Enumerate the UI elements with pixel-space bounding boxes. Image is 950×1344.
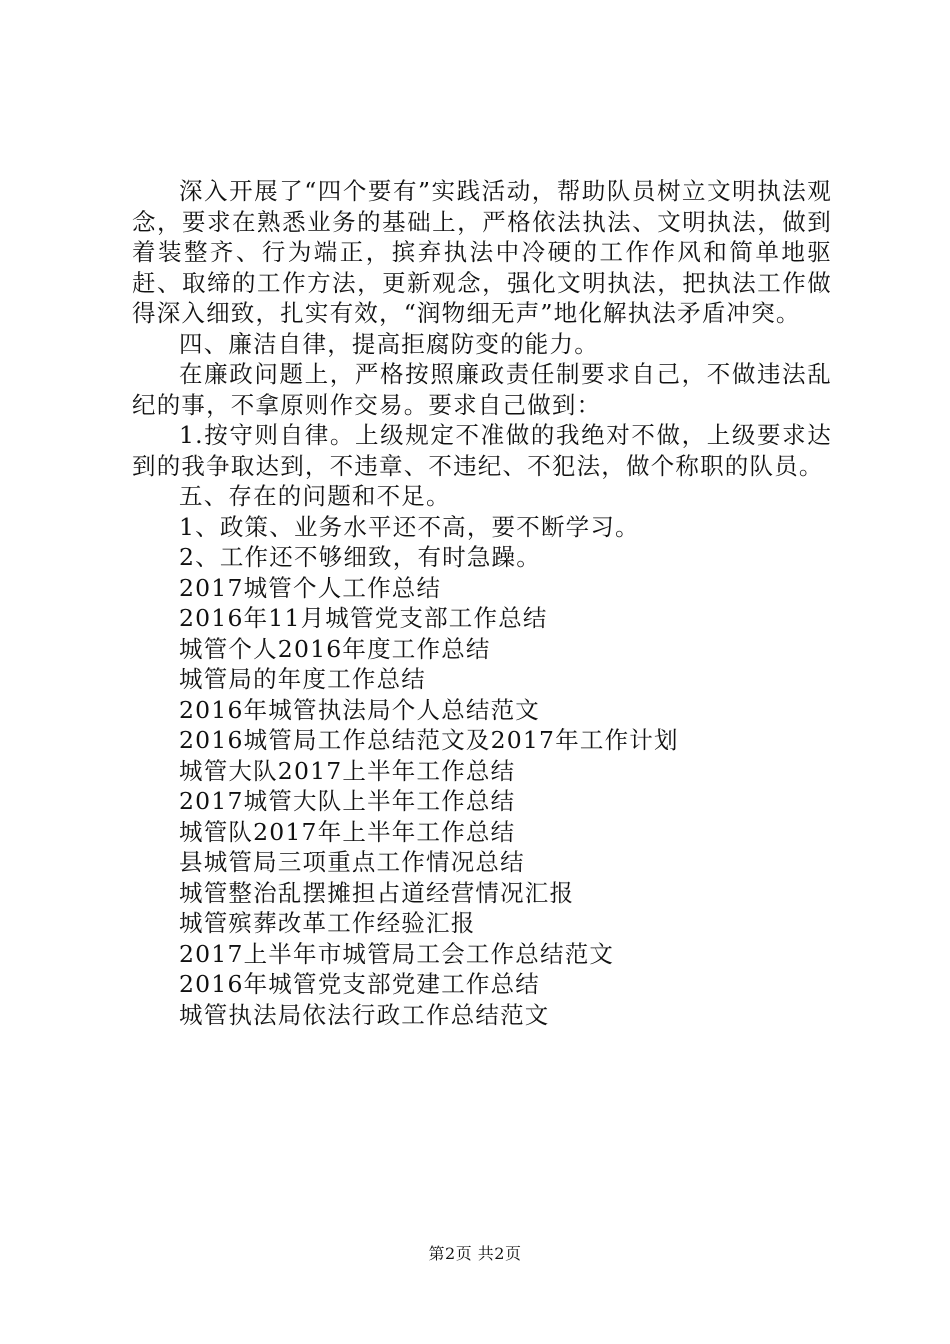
list-item: 城管队2017年上半年工作总结: [179, 817, 516, 846]
list-item: 城管局的年度工作总结: [179, 665, 426, 693]
paragraph-civilized-enforcement: 深入开展了“四个要有”实践活动，帮助队员树立文明执法观念，要求在熟悉业务的基础上，严格依法执法、文明执法，做到着装整齐、行为端正，摈弃执法中冷硬的工作作风和简单地驱赶、取缔的工作方法，更新观念，强化文明执法，把执法工作做得深入细致，扎实有效，“润物细无声”地化解执法矛盾冲突。: [132, 177, 832, 327]
list-item: 2016年城管党支部党建工作总结: [179, 970, 541, 998]
page-number-footer: 第2页 共2页: [428, 1244, 522, 1263]
list-item: 城管殡葬改革工作经验汇报: [179, 909, 476, 937]
list-item: 2017上半年市城管局工会工作总结范文: [179, 939, 615, 968]
list-item: 2017城管大队上半年工作总结: [179, 787, 516, 815]
problem-item-1: 1、政策、业务水平还不高，要不断学习。: [179, 512, 640, 541]
list-item: 县城管局三项重点工作情况总结: [179, 848, 525, 876]
list-item: 城管执法局依法行政工作总结范文: [179, 1000, 550, 1029]
problem-item-2: 2、工作还不够细致，有时急躁。: [179, 543, 541, 571]
paragraph-self-discipline: 1.按守则自律。上级规定不准做的我绝对不做，上级要求达到的我争取达到，不违章、不违纪、不犯法，做个称职的队员。: [132, 421, 832, 480]
section-heading-integrity: 四、廉洁自律，提高拒腐防变的能力。: [179, 329, 599, 358]
list-item: 城管大队2017上半年工作总结: [179, 756, 516, 785]
list-item: 2016年城管执法局个人总结范文: [179, 695, 541, 724]
related-titles-list: [132, 573, 832, 1031]
list-item: 2016城管局工作总结范文及2017年工作计划: [179, 726, 679, 754]
list-item: 2016年11月城管党支部工作总结: [179, 604, 548, 632]
list-item: 城管整治乱摆摊担占道经营情况汇报: [179, 878, 575, 907]
document-body: [132, 176, 832, 1030]
list-item: 2017城管个人工作总结: [179, 573, 442, 602]
section-heading-problems: 五、存在的问题和不足。: [179, 482, 451, 510]
list-item: 城管个人2016年度工作总结: [179, 634, 491, 663]
paragraph-integrity: 在廉政问题上，严格按照廉政责任制要求自己，不做违法乱纪的事，不拿原则作交易。要求自己做到：: [132, 360, 832, 419]
